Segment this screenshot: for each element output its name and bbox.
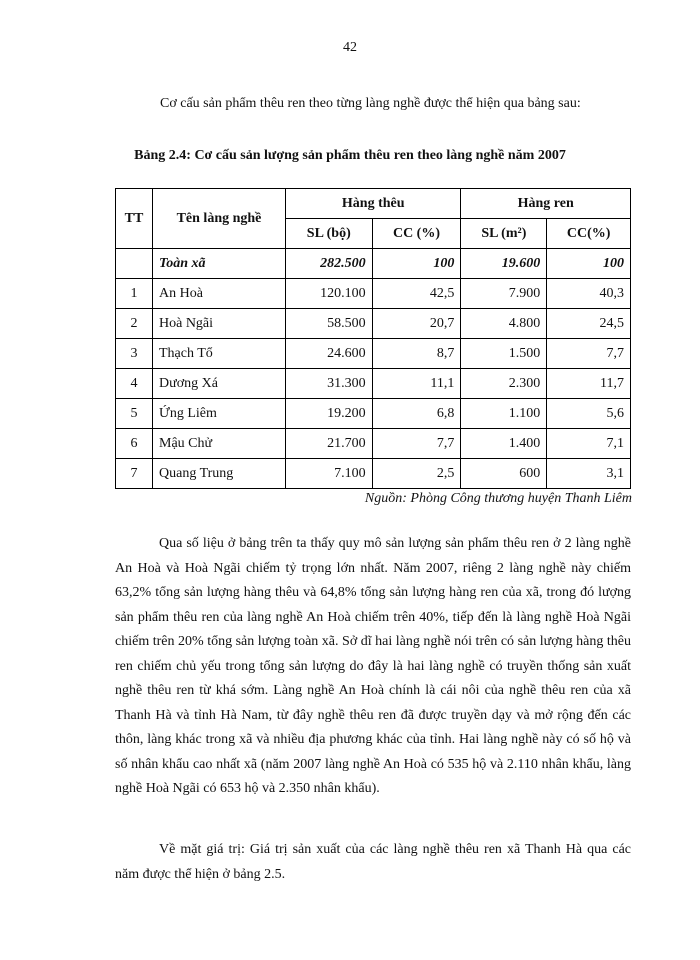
table-row: [116, 279, 631, 309]
header-group-lace: Hàng ren: [461, 189, 631, 219]
cell-sl-lace: 1.400: [461, 429, 547, 459]
cell-tt: 4: [116, 369, 153, 399]
cell-tt: 7: [116, 459, 153, 489]
total-sl-embroidery: 282.500: [286, 249, 373, 279]
cell-sl-embroidery: 58.500: [286, 309, 373, 339]
cell-sl-lace: 2.300: [461, 369, 547, 399]
cell-cc-embroidery: 2,5: [372, 459, 461, 489]
cell-tt: 3: [116, 339, 153, 369]
page-number: 42: [343, 40, 357, 55]
cell-cc-embroidery: 11,1: [372, 369, 461, 399]
cell-cc-lace: 7,7: [547, 339, 631, 369]
cell-sl-lace: 4.800: [461, 309, 547, 339]
cell-cc-lace: 5,6: [547, 399, 631, 429]
cell-sl-embroidery: 120.100: [286, 279, 373, 309]
cell-cc-embroidery: 8,7: [372, 339, 461, 369]
intro-sentence: Cơ cấu sản phẩm thêu ren theo từng làng nghề được thể hiện qua bảng sau:: [160, 96, 581, 111]
table-row: [116, 429, 631, 459]
cell-village-name: Hoà Ngãi: [153, 309, 286, 339]
paragraph-analysis: [115, 532, 631, 802]
cell-village-name: An Hoà: [153, 279, 286, 309]
cell-village-name: Thạch Tổ: [153, 339, 286, 369]
cell-village-name: Mậu Chử: [153, 429, 286, 459]
cell-sl-embroidery: 21.700: [286, 429, 373, 459]
table-row-total: [116, 249, 631, 279]
cell-sl-lace: 1.100: [461, 399, 547, 429]
paragraph-value: [115, 838, 631, 887]
cell-cc-embroidery: 42,5: [372, 279, 461, 309]
paragraph-value-text: Về mặt giá trị: Giá trị sản xuất của các làng nghề thêu ren xã Thanh Hà qua các năm được thể hiện ở bảng 2.5.: [115, 842, 631, 882]
table-row: [116, 459, 631, 489]
total-cc-embroidery: 100: [372, 249, 461, 279]
paragraph-analysis-text: Qua số liệu ở bảng trên ta thấy quy mô sản lượng sản phẩm thêu ren ở 2 làng nghề An Hoà và Hoà Ngãi chiếm tỷ trọng lớn nhất. Năm 2007, riêng 2 làng nghề này chiếm 63,2% tổng sản lượng hàng thêu và 64,8% tổng sản lượng hàng ren của xã, trong đó lượng sản phẩm thêu ren của làng nghề An Hoà chiếm trên 40%, tiếp đến là làng nghề Hoà Ngãi chiếm trên 20% tổng sản lượng toàn xã. Sở dĩ hai làng nghề nói trên có sản lượng hàng thêu ren chiếm chủ yếu trong tổng sản lượng do đây là hai làng nghề có truyền thống sản xuất nghề thêu ren từ khá sớm. Làng nghề An Hoà chính là cái nôi của nghề thêu ren của xã Thanh Hà và tỉnh Hà Nam, từ đây nghề thêu ren đã được truyền dạy và mở rộng đến các thôn, làng khác trong xã và nhiều địa phương khác của tỉnh. Hai làng nghề này có số hộ và số nhân khẩu cao nhất xã (năm 2007 làng nghề An Hoà có 535 hộ và 2.110 nhân khẩu, làng nghề Hoà Ngãi có 653 hộ và 2.350 nhân khẩu).: [115, 536, 631, 796]
table-title: Bảng 2.4: Cơ cấu sản lượng sản phẩm thêu ren theo làng nghề năm 2007: [134, 148, 566, 163]
header-tt: TT: [116, 189, 153, 249]
table-row: [116, 309, 631, 339]
cell-sl-embroidery: 24.600: [286, 339, 373, 369]
cell-sl-lace: 1.500: [461, 339, 547, 369]
cell-cc-lace: 3,1: [547, 459, 631, 489]
header-cc-lace: CC(%): [547, 219, 631, 249]
cell-sl-embroidery: 19.200: [286, 399, 373, 429]
header-group-embroidery: Hàng thêu: [286, 189, 461, 219]
total-cc-lace: 100: [547, 249, 631, 279]
total-sl-lace: 19.600: [461, 249, 547, 279]
production-structure-table: [115, 188, 631, 489]
total-name: Toàn xã: [153, 249, 286, 279]
cell-village-name: Quang Trung: [153, 459, 286, 489]
cell-sl-lace: 600: [461, 459, 547, 489]
cell-cc-lace: 7,1: [547, 429, 631, 459]
table-row: [116, 339, 631, 369]
cell-village-name: Dương Xá: [153, 369, 286, 399]
cell-cc-lace: 11,7: [547, 369, 631, 399]
table-header-row: [116, 189, 631, 219]
cell-sl-embroidery: 7.100: [286, 459, 373, 489]
cell-sl-lace: 7.900: [461, 279, 547, 309]
cell-village-name: Ứng Liêm: [153, 399, 286, 429]
table-source-note: Nguồn: Phòng Công thương huyện Thanh Liêm: [364, 491, 632, 506]
table-row: [116, 369, 631, 399]
cell-tt: 2: [116, 309, 153, 339]
cell-cc-embroidery: 6,8: [372, 399, 461, 429]
header-village-name: Tên làng nghề: [153, 189, 286, 249]
total-tt: [116, 249, 153, 279]
table-row: [116, 399, 631, 429]
cell-cc-lace: 40,3: [547, 279, 631, 309]
header-sl-lace: SL (m²): [461, 219, 547, 249]
cell-tt: 5: [116, 399, 153, 429]
cell-tt: 6: [116, 429, 153, 459]
cell-cc-embroidery: 20,7: [372, 309, 461, 339]
cell-tt: 1: [116, 279, 153, 309]
cell-cc-embroidery: 7,7: [372, 429, 461, 459]
header-cc-embroidery: CC (%): [372, 219, 461, 249]
cell-cc-lace: 24,5: [547, 309, 631, 339]
header-sl-embroidery: SL (bộ): [286, 219, 373, 249]
cell-sl-embroidery: 31.300: [286, 369, 373, 399]
